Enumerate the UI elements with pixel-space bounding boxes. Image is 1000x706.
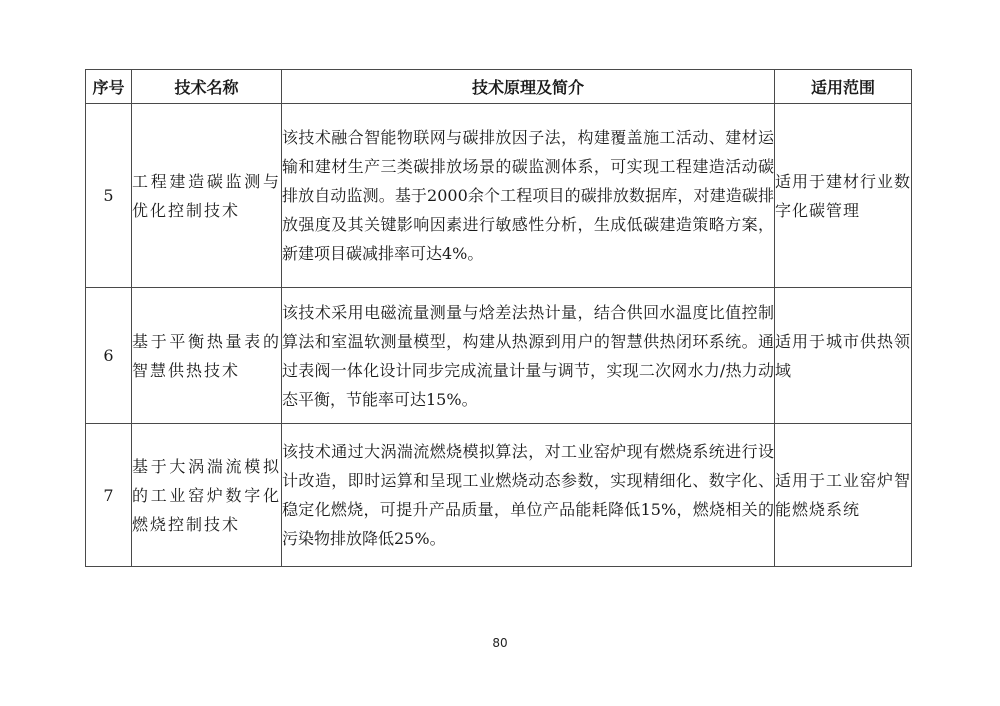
table-row — [86, 288, 912, 424]
header-scope: 适用范围 — [775, 70, 912, 104]
header-row — [86, 70, 912, 104]
application-scope: 适用于工业窑炉智能燃烧系统 — [775, 424, 912, 567]
page-number: 80 — [492, 636, 508, 650]
tech-name: 基于平衡热量表的智慧供热技术 — [132, 288, 282, 424]
tech-name: 工程建造碳监测与优化控制技术 — [132, 104, 282, 288]
row-number: 7 — [86, 424, 132, 567]
row-number: 5 — [86, 104, 132, 288]
tech-description: 该技术融合智能物联网与碳排放因子法，构建覆盖施工活动、建材运输和建材生产三类碳排放场景的碳监测体系，可实现工程建造活动碳排放自动监测。基于2000余个工程项目的碳排放数据库，对建造碳排放强度及其关键影响因素进行敏感性分析，生成低碳建造策略方案，新建项目碳减排率可达4%。 — [282, 104, 775, 288]
header-principle: 技术原理及简介 — [282, 70, 775, 104]
technology-table — [85, 69, 912, 567]
tech-description: 该技术采用电磁流量测量与焓差法热计量，结合供回水温度比值控制算法和室温软测量模型，构建从热源到用户的智慧供热闭环系统。通过表阀一体化设计同步完成流量计量与调节，实现二次网水力/热力动态平衡，节能率可达15%。 — [282, 288, 775, 424]
table-row — [86, 424, 912, 567]
table-row — [86, 104, 912, 288]
row-number: 6 — [86, 288, 132, 424]
header-tech-name: 技术名称 — [132, 70, 282, 104]
header-serial: 序号 — [86, 70, 132, 104]
application-scope: 适用于城市供热领域 — [775, 288, 912, 424]
tech-name: 基于大涡湍流模拟的工业窑炉数字化燃烧控制技术 — [132, 424, 282, 567]
tech-description: 该技术通过大涡湍流燃烧模拟算法，对工业窑炉现有燃烧系统进行设计改造，即时运算和呈现工业燃烧动态参数，实现精细化、数字化、稳定化燃烧，可提升产品质量，单位产品能耗降低15%，燃烧相关的污染物排放降低25%。 — [282, 424, 775, 567]
application-scope: 适用于建材行业数字化碳管理 — [775, 104, 912, 288]
